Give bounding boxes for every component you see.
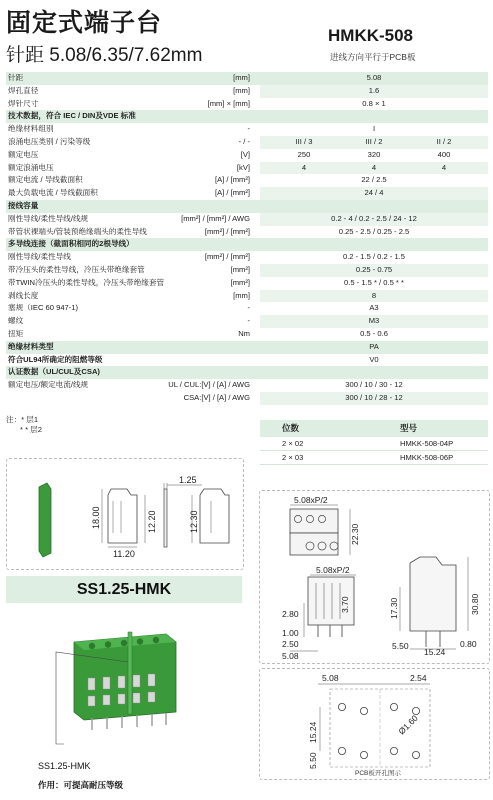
spec-value: 320 xyxy=(367,149,381,159)
spec-section-row xyxy=(6,238,488,251)
spec-value: 300 / 10 / 28 - 12 xyxy=(345,392,403,402)
accessory-label: SS1.25-HMK xyxy=(6,576,242,603)
page-title: 固定式端子台 xyxy=(6,9,163,37)
spec-unit: [mm²] / [mm²] / AWG xyxy=(181,213,250,223)
spec-label: 焊孔直径 xyxy=(8,85,39,95)
spec-value: 0.5 - 1.5 * / 0.5 * * xyxy=(344,277,404,287)
spec-value: II / 2 xyxy=(436,136,452,146)
dim-18-00: 18.00 xyxy=(91,506,101,529)
dim-5-08xp2-top: 5.08xP/2 xyxy=(294,495,328,505)
spec-row xyxy=(6,315,488,328)
model-cell: HMKK-508-06P xyxy=(400,453,454,462)
spec-unit: [mm] xyxy=(233,290,250,300)
spec-section-row xyxy=(6,110,488,123)
spec-value: 0.2 - 1.5 / 0.2 - 1.5 xyxy=(342,252,406,262)
spec-label: 符合UL94所确定的阻燃等级 xyxy=(8,354,103,364)
spec-label: 塞规（IEC 60 947-1) xyxy=(8,303,79,313)
spec-row xyxy=(6,226,488,239)
spec-label: 额定电压 xyxy=(8,149,39,159)
dim-5-08: 5.08 xyxy=(282,651,299,661)
spec-row xyxy=(6,354,488,367)
spec-value: 0.8 × 1 xyxy=(362,98,386,108)
spec-label: 额定浪涌电压 xyxy=(8,162,54,172)
spec-unit: [mm] xyxy=(233,85,250,95)
spec-unit: [mm] × [mm] xyxy=(207,98,250,108)
spec-label: 额定电流 / 导线截面积 xyxy=(8,175,83,185)
spec-value: 250 xyxy=(297,149,311,159)
hole-diameter: Ø1.60 xyxy=(396,712,420,737)
dim-12-30: 12.30 xyxy=(189,510,199,533)
dim-3-70: 3.70 xyxy=(340,596,350,613)
pcb-hole-drawing xyxy=(259,668,490,780)
green-plate-shape xyxy=(39,483,51,557)
spec-row xyxy=(6,251,488,264)
dim-0-80: 0.80 xyxy=(460,639,477,649)
dimension-drawing xyxy=(259,490,490,664)
model-number: HMKK-508 xyxy=(328,26,414,45)
spec-label: 剥线长度 xyxy=(8,290,39,300)
profile-outline-2 xyxy=(200,489,229,543)
spec-label: 绝缘材料组别 xyxy=(8,124,54,134)
spec-row xyxy=(6,98,488,111)
spec-value: PA xyxy=(369,341,379,351)
pcb-hole-svg xyxy=(260,669,489,779)
header-model: 型号 xyxy=(400,423,418,433)
spec-label: 认证数据（UL/CUL及CSA) xyxy=(8,367,100,377)
spec-label: 带管状裸端头/管装预绝缘端头的柔性导线 xyxy=(8,226,147,236)
spec-unit: [kV] xyxy=(236,162,250,172)
model-cell: HMKK-508-04P xyxy=(400,439,454,448)
spec-value: 8 xyxy=(371,290,377,300)
spec-row xyxy=(6,392,488,405)
dim-5-50-pcb: 5.50 xyxy=(308,752,318,769)
dim-5-50: 5.50 xyxy=(392,641,409,651)
spec-label: 技术数据，符合 IEC / DIN及VDE 标准 xyxy=(8,111,136,121)
spec-row xyxy=(6,149,488,162)
header-positions: 位数 xyxy=(282,423,300,433)
spec-value: 24 / 4 xyxy=(364,188,384,198)
product-usage: 作用：可提高耐压等级 xyxy=(38,780,124,790)
spec-value: III / 3 xyxy=(295,136,313,146)
spec-unit: [V] xyxy=(240,149,250,159)
side-view-body xyxy=(410,557,456,631)
spec-table xyxy=(6,72,488,405)
spec-value: III / 2 xyxy=(365,136,383,146)
spec-label: 螺纹 xyxy=(8,316,24,326)
spec-row xyxy=(6,85,488,98)
spec-value: 0.25 - 2.5 / 0.25 - 2.5 xyxy=(338,226,410,236)
terminal-block-photo xyxy=(6,612,242,752)
spec-row xyxy=(6,187,488,200)
dim-5-08-pcb: 5.08 xyxy=(322,673,339,683)
spec-section-row xyxy=(6,200,488,213)
dim-2-54-pcb: 2.54 xyxy=(410,673,427,683)
dim-30-80: 30.80 xyxy=(470,593,480,615)
spec-value: 22 / 2.5 xyxy=(361,175,387,185)
terminal-block-illustration xyxy=(6,612,242,752)
thin-plate xyxy=(164,489,167,547)
positions-cell: 2 × 02 xyxy=(282,439,304,448)
spec-unit: - xyxy=(247,316,250,326)
spec-row xyxy=(6,136,488,149)
spec-unit: [mm²] xyxy=(230,277,250,287)
spec-unit: - xyxy=(247,303,250,313)
dim-5-08xp2-mid: 5.08xP/2 xyxy=(316,565,350,575)
insulation-plate-svg xyxy=(7,459,243,569)
spec-value: 0.2 - 4 / 0.2 - 2.5 / 24 - 12 xyxy=(331,213,417,223)
spec-value: 400 xyxy=(437,149,451,159)
spec-value: 4 xyxy=(301,162,307,172)
spec-value: 4 xyxy=(441,162,447,172)
spec-label: 焊针尺寸 xyxy=(8,98,39,108)
footnotes xyxy=(6,415,42,435)
spec-unit: Nm xyxy=(238,328,250,338)
spec-label: 带冷压头的柔性导线，冷压头带绝缘套管 xyxy=(8,264,145,274)
spec-label: 接线容量 xyxy=(8,200,39,210)
top-view-body xyxy=(290,509,338,533)
ordering-table xyxy=(260,420,488,465)
insulation-plate-drawing xyxy=(6,458,244,570)
table-row xyxy=(260,437,488,451)
footnote-2: * * 层2 xyxy=(20,425,42,434)
spec-row xyxy=(6,264,488,277)
spec-row xyxy=(6,123,488,136)
spec-unit: [mm²] / [mm²] xyxy=(204,226,250,236)
spec-label: 扭矩 xyxy=(8,328,24,338)
spec-unit: CSA:[V] / [A] / AWG xyxy=(183,392,250,402)
spec-section-row xyxy=(6,366,488,379)
spec-value: 5.08 xyxy=(366,73,382,82)
spec-label: 多导线连接（截面积相同的2根导线） xyxy=(8,239,134,249)
spec-row xyxy=(6,72,488,85)
profile-outline-1 xyxy=(108,489,137,543)
spec-label: 额定电压/额定电流/线规 xyxy=(8,380,89,390)
spec-label: 针距 xyxy=(8,73,24,82)
spec-value: A3 xyxy=(369,303,379,313)
spec-label: 浪涌电压类别 / 污染等级 xyxy=(8,136,91,146)
spec-value: 0.25 - 0.75 xyxy=(355,264,393,274)
spec-value: 1.6 xyxy=(368,85,380,95)
spec-unit: [A] / [mm²] xyxy=(214,175,250,185)
spec-label: 刚性导线/柔性导线/线规 xyxy=(8,213,89,223)
spec-row xyxy=(6,302,488,315)
spec-value: 4 xyxy=(371,162,377,172)
spec-row xyxy=(6,328,488,341)
model-description: 进线方向平行于PCB板 xyxy=(330,52,416,62)
positions-cell: 2 × 03 xyxy=(282,453,304,462)
spec-row xyxy=(6,379,488,392)
dim-12-20: 12.20 xyxy=(147,510,157,533)
pitch-subtitle: 针距 5.08/6.35/7.62mm xyxy=(6,45,203,66)
dim-17-30: 17.30 xyxy=(389,597,399,619)
ordering-header xyxy=(260,420,488,437)
spec-label: 最大负载电流 / 导线截面积 xyxy=(8,188,98,198)
spec-unit: [mm] xyxy=(233,73,250,82)
spec-unit: - / - xyxy=(238,136,250,146)
spec-unit: [mm²] / [mm²] xyxy=(204,252,250,262)
spec-value: 300 / 10 / 30 - 12 xyxy=(345,380,403,390)
table-row xyxy=(260,451,488,465)
spec-label: 绝缘材料类型 xyxy=(8,341,54,351)
footnote-1: 注：* 层1 xyxy=(6,415,39,424)
dim-22-30: 22.30 xyxy=(350,523,360,545)
spec-unit: [mm²] xyxy=(230,264,250,274)
spec-unit: [A] / [mm²] xyxy=(214,188,250,198)
dimension-drawing-svg xyxy=(260,491,489,663)
dim-1-00: 1.00 xyxy=(282,628,299,638)
spec-value: M3 xyxy=(368,316,380,326)
spec-value: 0.5 - 0.6 xyxy=(360,328,388,338)
dim-1-25: 1.25 xyxy=(179,475,197,485)
spec-section-row xyxy=(6,341,488,354)
spec-label: 刚性导线/柔性导线 xyxy=(8,252,71,262)
spec-row xyxy=(6,290,488,303)
spec-row xyxy=(6,213,488,226)
dim-2-50: 2.50 xyxy=(282,639,299,649)
spec-unit: UL / CUL:[V] / [A] / AWG xyxy=(168,380,250,390)
spec-row xyxy=(6,174,488,187)
dim-15-24: 15.24 xyxy=(424,647,446,657)
spec-row xyxy=(6,277,488,290)
spec-value: V0 xyxy=(369,354,379,364)
product-caption: SS1.25-HMK xyxy=(38,761,91,771)
insulation-plate xyxy=(128,632,132,714)
dim-11-20: 11.20 xyxy=(113,549,135,559)
spec-value: I xyxy=(372,124,376,134)
dim-15-24-pcb: 15.24 xyxy=(308,721,318,743)
spec-unit: - xyxy=(247,124,250,134)
dim-2-80: 2.80 xyxy=(282,609,299,619)
spec-label: 带TWIN冷压头的柔性导线，冷压头带绝缘套管 xyxy=(8,277,165,287)
spec-row xyxy=(6,162,488,175)
pcb-caption: PCB板开孔图示 xyxy=(355,770,401,777)
